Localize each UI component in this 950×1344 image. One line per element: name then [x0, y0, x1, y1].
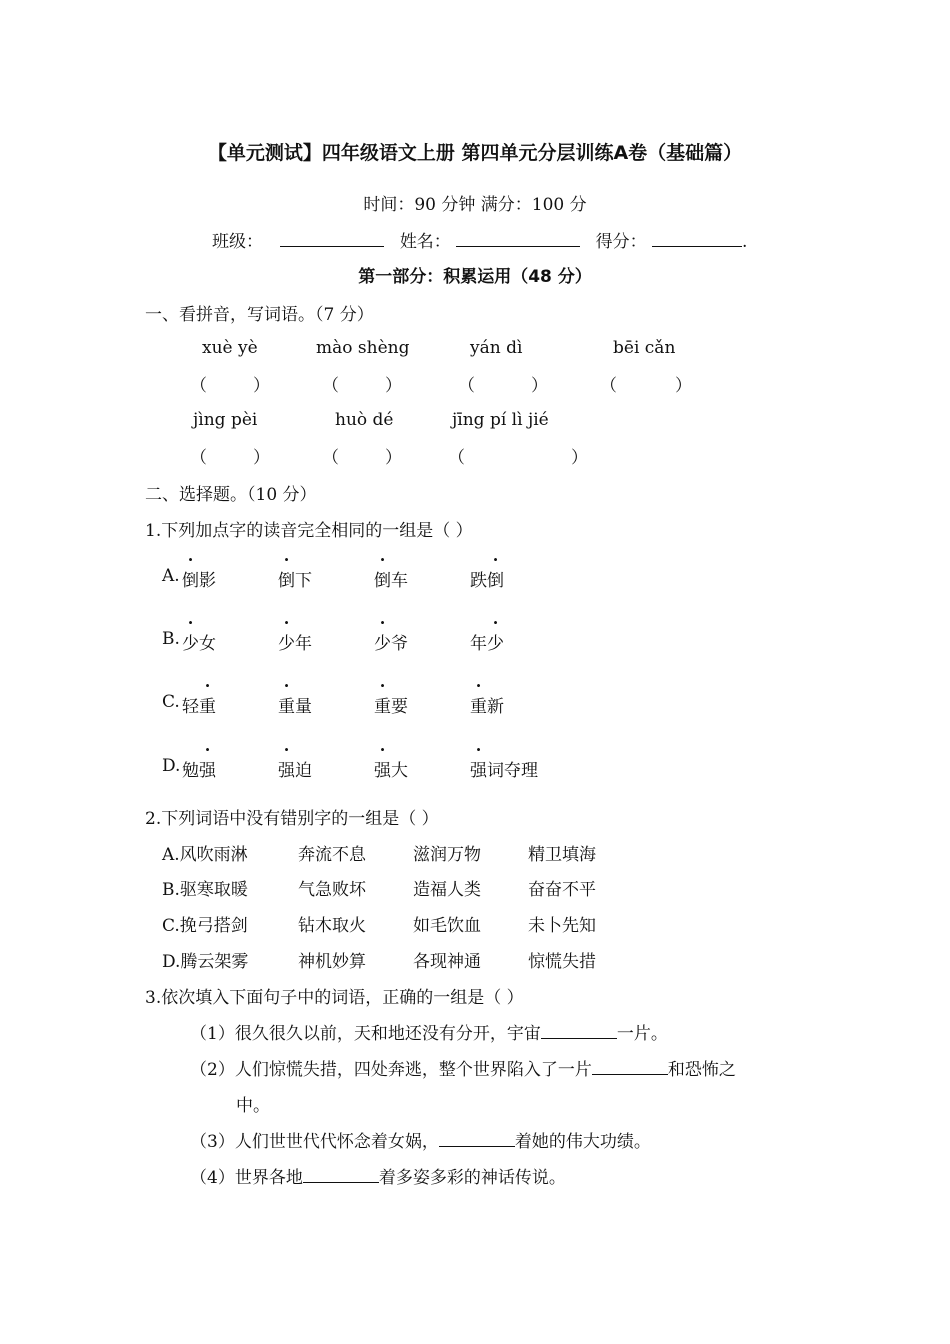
- student-info-line: [212, 227, 747, 252]
- option-c-word-3: 重要: [374, 697, 408, 717]
- option-a-word-4: 跌倒: [470, 571, 504, 591]
- class-label: 班级：: [212, 232, 263, 252]
- item2-d-3: 各现神通: [413, 952, 481, 972]
- option-d-word-2: 强迫: [278, 761, 312, 781]
- part1-heading: 第一部分：积累运用（48 分）: [358, 267, 592, 287]
- option-b-word-4: 年少: [470, 634, 504, 654]
- item2-a-3: 滋润万物: [413, 845, 481, 865]
- option-b-word-2: 少年: [278, 634, 312, 654]
- sentence-2-blank[interactable]: [592, 1056, 668, 1075]
- sentence-1-blank[interactable]: [541, 1020, 617, 1039]
- q2-item2-stem: 2.下列词语中没有错别字的一组是（ ）: [145, 809, 439, 829]
- option-c-word-4: 重新: [470, 697, 504, 717]
- answer-box-7[interactable]: （ ）: [448, 448, 588, 468]
- option-a-word-3: 倒车: [374, 571, 408, 591]
- answer-box-4[interactable]: （ ）: [600, 376, 692, 396]
- item2-a-1: A.风吹雨淋: [162, 845, 248, 865]
- pinyin-3: yán dì: [470, 338, 523, 358]
- pinyin-2: mào shèng: [316, 338, 410, 358]
- pinyin-6: huò dé: [335, 410, 394, 430]
- item2-b-4: 奋奋不平: [528, 880, 596, 900]
- option-c-label: C.: [162, 692, 180, 712]
- pinyin-4: bēi cǎn: [613, 338, 676, 358]
- answer-box-1[interactable]: （ ）: [190, 376, 270, 396]
- name-blank[interactable]: [456, 228, 580, 247]
- class-blank[interactable]: [280, 228, 384, 247]
- item2-c-2: 钻木取火: [298, 916, 366, 936]
- score-label: 得分：: [595, 232, 647, 252]
- item2-c-4: 未卜先知: [528, 916, 596, 936]
- option-c-word-1: 轻重: [182, 697, 216, 717]
- item2-c-1: C.挽弓搭剑: [162, 916, 248, 936]
- option-d-label: D.: [162, 756, 181, 776]
- item2-c-3: 如毛饮血: [413, 916, 481, 936]
- time-score-line: 时间：90 分钟 满分：100 分: [363, 195, 587, 215]
- item2-d-1: D.腾云架雾: [162, 952, 249, 972]
- pinyin-5: jìng pèi: [193, 410, 258, 430]
- q2-heading: 二、选择题。（10 分）: [145, 485, 317, 505]
- item2-b-3: 造福人类: [413, 880, 481, 900]
- option-b-word-1: 少女: [182, 634, 216, 654]
- item2-a-4: 精卫填海: [528, 845, 596, 865]
- option-c-word-2: 重量: [278, 697, 312, 717]
- sentence-2-continued: 中。: [236, 1096, 270, 1116]
- option-b-label: B.: [162, 629, 180, 649]
- option-d-word-4: 强词夺理: [470, 761, 538, 781]
- option-a-word-1: 倒影: [182, 571, 216, 591]
- answer-box-6[interactable]: （ ）: [322, 448, 402, 468]
- pinyin-1: xuè yè: [202, 338, 258, 358]
- item2-b-2: 气急败坏: [298, 880, 366, 900]
- sentence-3-blank[interactable]: [439, 1128, 515, 1147]
- sentence-3: （3）人们世世代代怀念着女娲， 着她的伟大功绩。: [190, 1127, 651, 1152]
- answer-box-2[interactable]: （ ）: [322, 376, 402, 396]
- sentence-4: （4）世界各地 着多姿多彩的神话传说。: [190, 1163, 566, 1188]
- q2-item3-stem: 3.依次填入下面句子中的词语，正确的一组是（ ）: [145, 988, 524, 1008]
- pinyin-7: jīng pí lì jié: [452, 410, 549, 430]
- q2-item1-stem: 1.下列加点字的读音完全相同的一组是（ ）: [145, 521, 473, 541]
- score-blank[interactable]: [652, 228, 742, 247]
- option-a-label: A.: [162, 566, 180, 586]
- answer-box-3[interactable]: （ ）: [458, 376, 548, 396]
- sentence-1: （1）很久很久以前，天和地还没有分开，宇宙 一片。: [190, 1019, 668, 1044]
- page-title: 【单元测试】四年级语文上册 第四单元分层训练A卷（基础篇）: [207, 142, 743, 164]
- item2-a-2: 奔流不息: [298, 845, 366, 865]
- sentence-4-blank[interactable]: [303, 1164, 379, 1183]
- option-b-word-3: 少爷: [374, 634, 408, 654]
- item2-d-2: 神机妙算: [298, 952, 366, 972]
- answer-box-5[interactable]: （ ）: [190, 448, 270, 468]
- item2-d-4: 惊慌失措: [528, 952, 596, 972]
- item2-b-1: B.驱寒取暖: [162, 880, 248, 900]
- name-label: 姓名：: [399, 232, 451, 252]
- option-a-word-2: 倒下: [278, 571, 312, 591]
- q1-heading: 一、看拼音，写词语。（7 分）: [145, 305, 374, 325]
- option-d-word-1: 勉强: [182, 761, 216, 781]
- end-dot: .: [742, 232, 748, 252]
- sentence-2: （2）人们惊慌失措，四处奔逃，整个世界陷入了一片 和恐怖之: [190, 1055, 736, 1080]
- option-d-word-3: 强大: [374, 761, 408, 781]
